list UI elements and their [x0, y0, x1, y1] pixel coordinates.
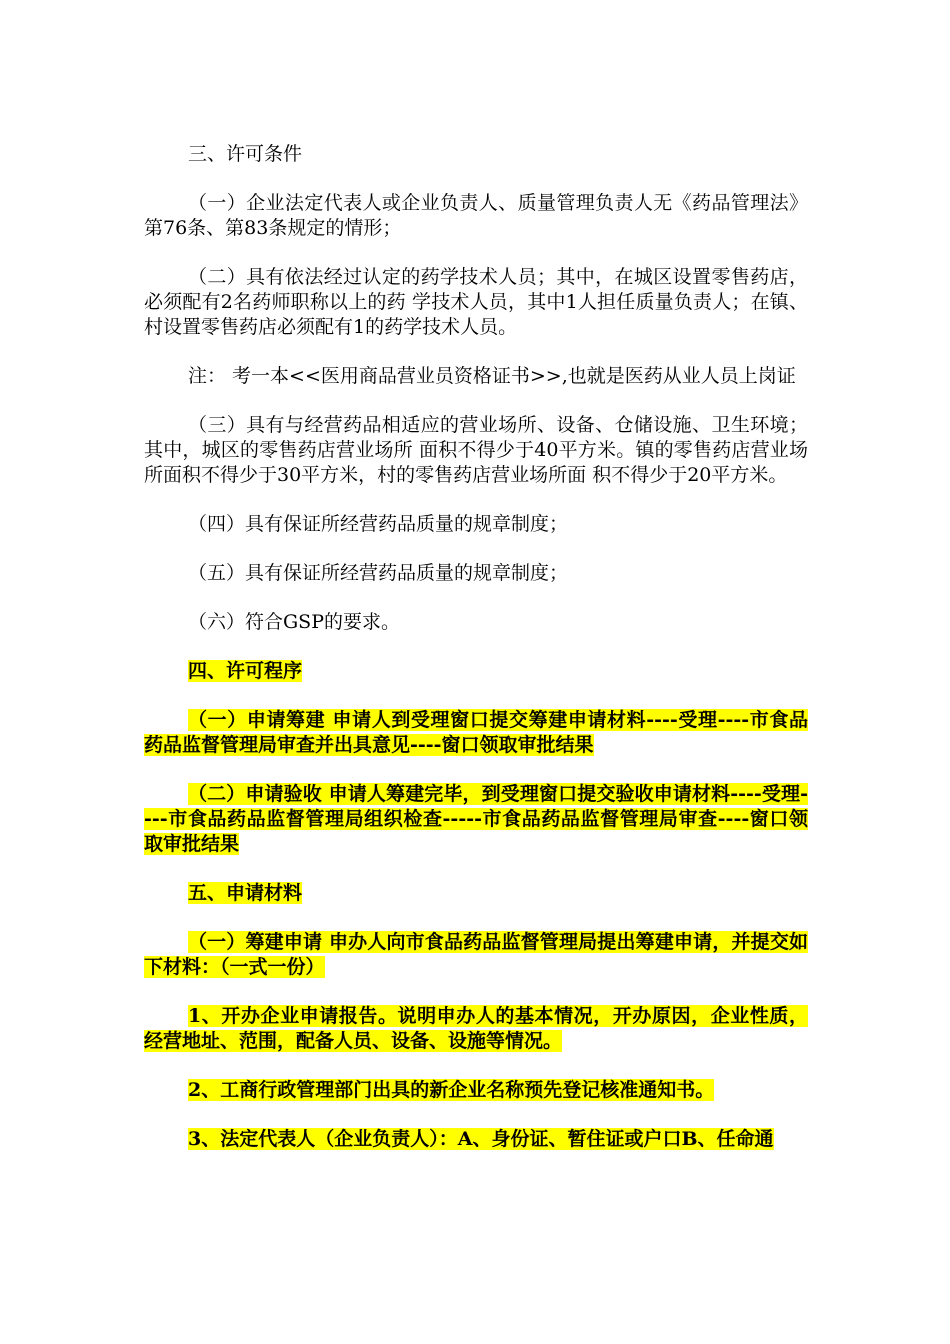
condition-item-4	[144, 512, 808, 537]
highlighted-text: （二）申请验收 申请人筹建完毕，到受理窗口提交验收申请材料----受理----市食品药品监督管理局组织检查-----市食品药品监督管理局审查----窗口领取审批结果	[144, 783, 808, 855]
condition-item-5	[144, 561, 808, 586]
materials-subitem-2	[144, 1078, 808, 1103]
section-heading-4	[144, 659, 808, 684]
highlighted-text: 1、开办企业申请报告。说明申办人的基本情况，开办原因，企业性质，经营地址、范围，配备人员、设备、设施等情况。	[144, 1005, 808, 1052]
paragraph-text: （二）具有依法经过认定的药学技术人员；其中，在城区设置零售药店，必须配有2名药师职称以上的药 学技术人员，其中1人担任质量负责人；在镇、村设置零售药店必须配有1的药学技术人员。	[144, 266, 808, 338]
condition-item-6	[144, 610, 808, 635]
highlighted-text: 2、工商行政管理部门出具的新企业名称预先登记核准通知书。	[188, 1079, 715, 1101]
paragraph-text: （三）具有与经营药品相适应的营业场所、设备、仓储设施、卫生环境；其中，城区的零售药店营业场所 面积不得少于40平方米。镇的零售药店营业场所面积不得少于30平方米，村的零售药店营业场所面 积不得少于20平方米。	[144, 414, 808, 486]
section-heading-3	[144, 142, 808, 167]
condition-item-2	[144, 265, 808, 340]
paragraph-text: （四）具有保证所经营药品质量的规章制度；	[188, 513, 569, 535]
highlighted-text: 五、申请材料	[188, 882, 303, 904]
condition-item-1	[144, 191, 808, 241]
materials-item-1	[144, 930, 808, 980]
document-page	[144, 142, 808, 1176]
highlighted-text: （一）申请筹建 申请人到受理窗口提交筹建申请材料----受理----市食品药品监督管理局审查并出具意见----窗口领取审批结果	[144, 709, 808, 756]
highlighted-text: （一）筹建申请 申办人向市食品药品监督管理局提出筹建申请，并提交如下材料：（一式一份）	[144, 931, 808, 978]
condition-note	[144, 364, 808, 389]
paragraph-text: 三、许可条件	[188, 143, 303, 165]
paragraph-text: （五）具有保证所经营药品质量的规章制度；	[188, 562, 569, 584]
procedure-item-1	[144, 708, 808, 758]
procedure-item-2	[144, 782, 808, 857]
paragraph-text: （一）企业法定代表人或企业负责人、质量管理负责人无《药品管理法》第76条、第83条规定的情形；	[144, 192, 808, 239]
paragraph-text: 注： 考一本<<医用商品营业员资格证书>>,也就是医药从业人员上岗证	[188, 365, 796, 387]
materials-subitem-1	[144, 1004, 808, 1054]
highlighted-text: 四、许可程序	[188, 660, 303, 682]
materials-subitem-3	[144, 1127, 808, 1152]
highlighted-text: 3、法定代表人（企业负责人）：A、身份证、暂住证或户口B、任命通	[188, 1128, 774, 1150]
section-heading-5	[144, 881, 808, 906]
condition-item-3	[144, 413, 808, 488]
paragraph-text: （六）符合GSP的要求。	[188, 611, 400, 633]
